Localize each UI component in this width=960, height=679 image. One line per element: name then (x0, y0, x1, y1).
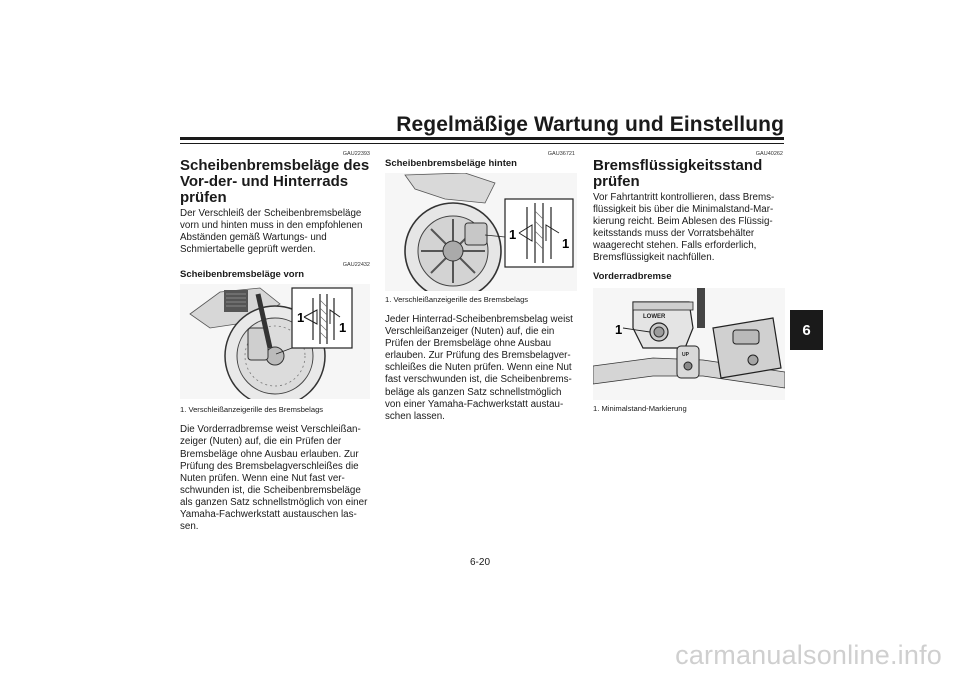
subsection-heading: Scheibenbremsbeläge vorn (180, 269, 305, 281)
rear-wheel-illustration (385, 173, 577, 291)
figure-callout: 1 (297, 310, 305, 326)
handlebar-reservoir-illustration (593, 288, 785, 400)
header-rule-thick (180, 137, 784, 140)
subsection-heading: Vorderradbremse (593, 270, 672, 282)
figure-caption: 1. Verschleißanzeigerille des Bremsbelags (385, 295, 529, 304)
intro-paragraph: Der Verschleiß der Scheibenbremsbeläge vorn und hinten muss in den empfohlenen Abständen gemäß Wartungs- und Schmiertabelle geprüft werden. (180, 208, 363, 256)
rear-brake-figure (385, 173, 577, 291)
page-number: 6-20 (469, 557, 490, 568)
section-code: GAU40262 (755, 151, 783, 157)
column-rear-brake-pads (385, 150, 575, 423)
brake-fluid-figure (593, 288, 785, 400)
subsection-code: GAU22432 (342, 262, 370, 269)
section-heading: Scheibenbremsbeläge des Vor-der- und Hinterrads prüfen (180, 157, 370, 206)
subsection-heading: Scheibenbremsbeläge hinten (385, 158, 517, 169)
chapter-tab[interactable]: 6 (790, 310, 823, 350)
figure-callout: 1 (339, 320, 347, 336)
watermark: carmanualsonline.info (675, 640, 942, 670)
section-code: GAU22393 (342, 151, 370, 157)
figure-callout: 1 (509, 227, 517, 242)
reservoir-up-label: UP (682, 351, 689, 358)
header-rule-thin (180, 143, 784, 144)
figure-callout: 1 (562, 236, 570, 251)
column-brake-fluid (593, 150, 783, 414)
body-paragraph: Die Vorderradbremse weist Verschleißan-zeiger (Nuten) auf, die ein Prüfen der Bremsbeläge ohne Ausbau erlauben. Zur Prüfung des Bremsbelagverschleißes die Nuten prüfen. Wenn eine Nut fast ver-schwunden ist, die Scheibenbremsbeläge als ganzen Satz schnellstmöglich von einer Yamaha-Fachwerkstatt austauschen las-sen. (180, 424, 368, 533)
front-brake-figure (180, 284, 370, 399)
column-front-brake-pads (180, 150, 370, 533)
section-code: GAU36721 (547, 151, 575, 157)
figure-caption: 1. Verschleißanzeigerille des Bremsbelags (180, 405, 324, 415)
page-title: Regelmäßige Wartung und Einstellung (396, 113, 784, 136)
figure-callout: 1 (615, 321, 623, 337)
body-paragraph: Jeder Hinterrad-Scheibenbremsbelag weist Verschleißanzeiger (Nuten) auf, die ein Prüfen der Bremsbeläge ohne Ausbau erlauben. Zur Prüfung des Bremsbelagver-schleißes die Nuten prüfen. Wenn eine Nut fast verschwunden ist, die Scheibenbrems-beläge als ganzen Satz schnellstmöglich von einer Yamaha-Fachwerkstatt austau-schen lassen. (385, 314, 573, 422)
front-wheel-illustration (180, 284, 370, 399)
body-paragraph: Vor Fahrtantritt kontrollieren, dass Brems-flüssigkeit bis über die Minimalstand-Mar-kierung reicht. Beim Ablesen des Flüssig-keitsstands muss der Vorratsbehälter waagerecht stehen. Falls erforderlich, Bremsflüssigkeit nachfüllen. (593, 192, 775, 264)
figure-caption: 1. Minimalstand-Markierung (593, 403, 687, 413)
section-heading: Bremsflüssigkeitsstand prüfen (593, 157, 763, 190)
reservoir-lower-label: LOWER (643, 313, 666, 320)
